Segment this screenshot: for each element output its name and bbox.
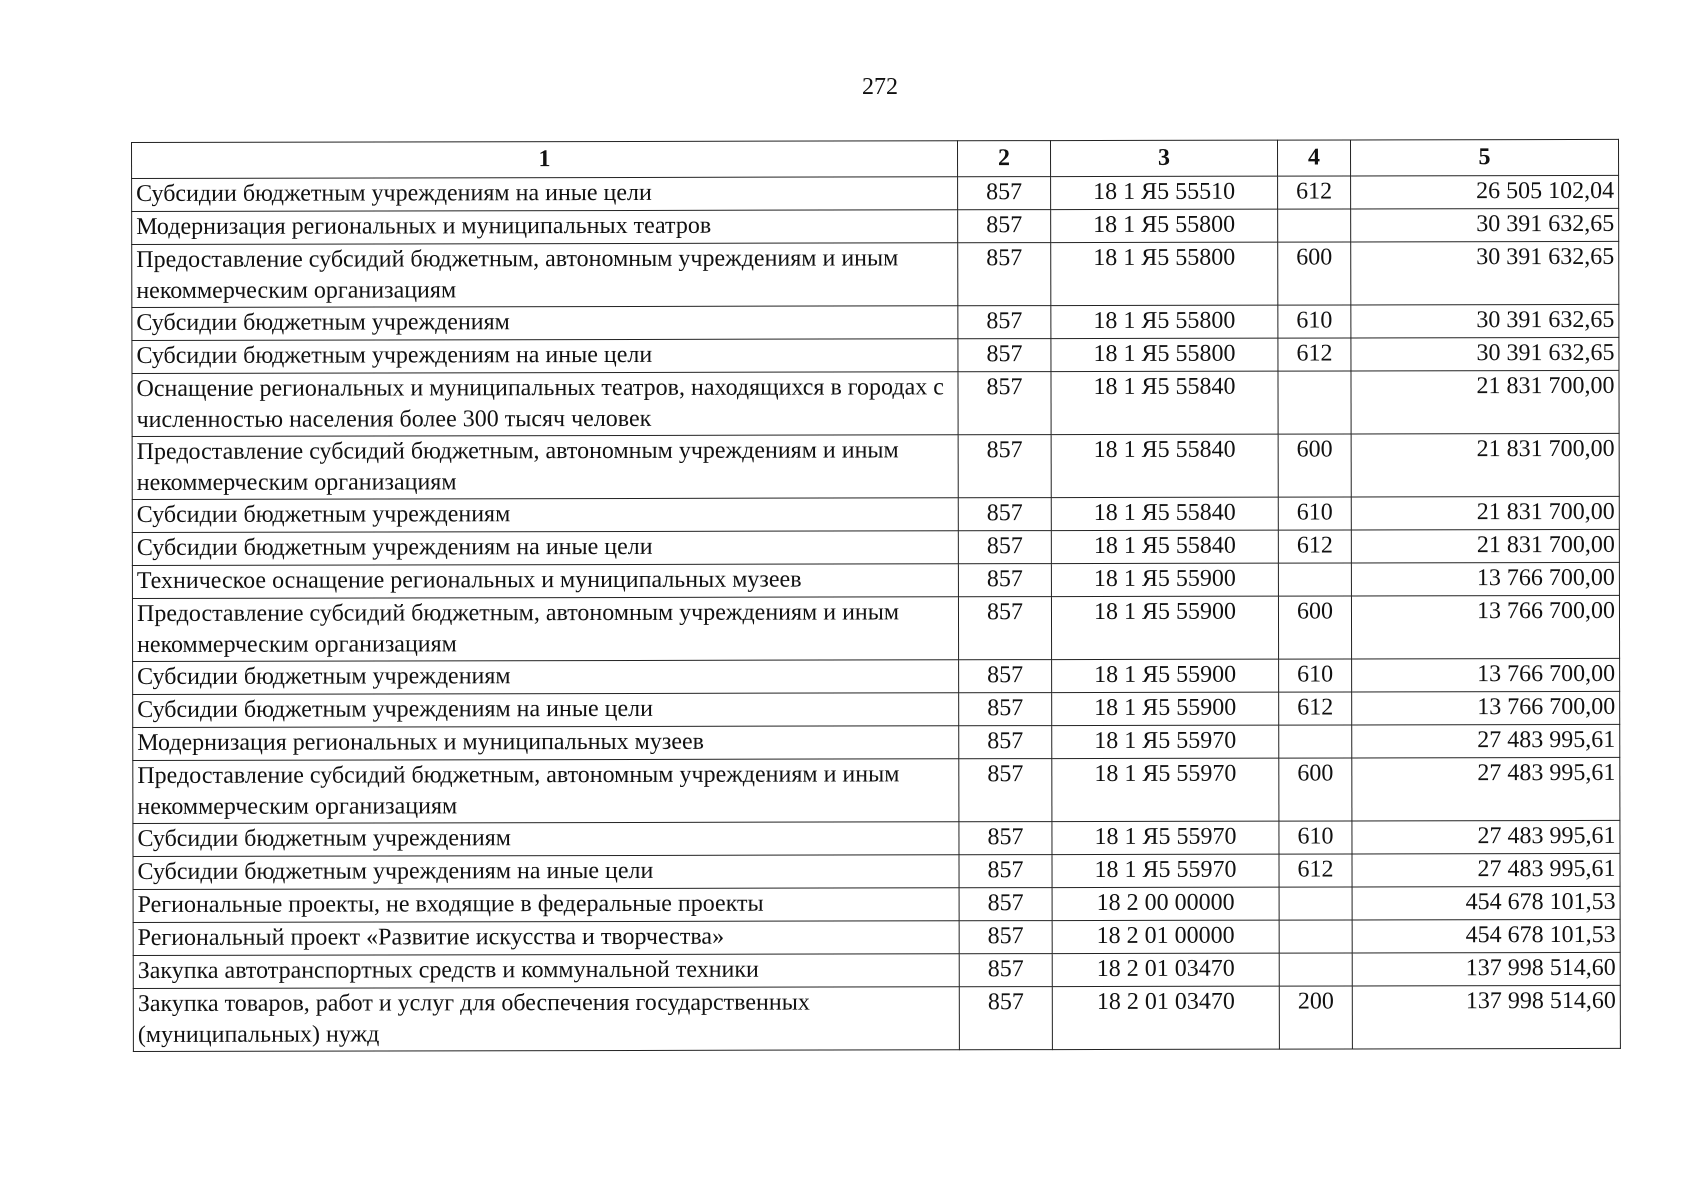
cell-amount: 27 483 995,61 bbox=[1352, 820, 1620, 854]
table-row bbox=[133, 691, 1620, 727]
cell-name: Субсидии бюджетным учреждениям bbox=[132, 498, 958, 533]
page-number: 272 bbox=[862, 74, 898, 100]
cell-target-code: 18 1 Я5 55970 bbox=[1052, 821, 1279, 854]
table-row bbox=[132, 208, 1619, 244]
table-row bbox=[133, 820, 1620, 856]
table-row bbox=[133, 853, 1620, 889]
cell-target-code: 18 1 Я5 55800 bbox=[1051, 209, 1278, 242]
cell-target-code: 18 1 Я5 55900 bbox=[1052, 659, 1279, 692]
cell-amount: 13 766 700,00 bbox=[1351, 562, 1619, 596]
header-col-3: 3 bbox=[1050, 140, 1277, 176]
cell-target-code: 18 1 Я5 55800 bbox=[1051, 242, 1278, 305]
cell-admin-code: 857 bbox=[959, 888, 1052, 921]
cell-amount: 454 678 101,53 bbox=[1352, 886, 1620, 920]
table-row bbox=[132, 241, 1619, 307]
cell-name: Субсидии бюджетным учреждениям bbox=[133, 822, 959, 857]
cell-expense-type: 612 bbox=[1278, 338, 1351, 371]
cell-amount: 13 766 700,00 bbox=[1352, 691, 1620, 725]
cell-name: Субсидии бюджетным учреждениям bbox=[133, 660, 959, 695]
cell-amount: 27 483 995,61 bbox=[1352, 757, 1620, 821]
cell-admin-code: 857 bbox=[958, 498, 1051, 531]
cell-name: Предоставление субсидий бюджетным, автономным учреждениям и иным некоммерческим организациям bbox=[133, 759, 959, 824]
cell-admin-code: 857 bbox=[958, 339, 1051, 372]
cell-expense-type: 612 bbox=[1278, 530, 1351, 563]
cell-name: Субсидии бюджетным учреждениям на иные цели bbox=[132, 177, 958, 212]
cell-name: Предоставление субсидий бюджетным, автономным учреждениям и иным некоммерческим организациям bbox=[132, 597, 958, 662]
cell-admin-code: 857 bbox=[958, 531, 1051, 564]
cell-name: Предоставление субсидий бюджетным, автономным учреждениям и иным некоммерческим организациям bbox=[132, 243, 958, 308]
cell-expense-type: 610 bbox=[1278, 497, 1351, 530]
cell-expense-type: 600 bbox=[1278, 242, 1351, 305]
cell-target-code: 18 2 01 00000 bbox=[1052, 920, 1279, 953]
cell-expense-type bbox=[1278, 563, 1351, 596]
table-row bbox=[133, 724, 1620, 760]
cell-amount: 137 998 514,60 bbox=[1352, 952, 1620, 986]
cell-name: Техническое оснащение региональных и муниципальных музеев bbox=[132, 564, 958, 599]
cell-admin-code: 857 bbox=[958, 243, 1051, 306]
cell-name: Предоставление субсидий бюджетным, автономным учреждениям и иным некоммерческим организациям bbox=[132, 435, 958, 500]
cell-name: Субсидии бюджетным учреждениям на иные цели bbox=[132, 531, 958, 566]
cell-target-code: 18 1 Я5 55800 bbox=[1051, 338, 1278, 371]
cell-expense-type bbox=[1279, 920, 1352, 953]
table-row bbox=[133, 985, 1620, 1051]
cell-expense-type bbox=[1279, 953, 1352, 986]
header-col-2: 2 bbox=[957, 141, 1050, 177]
cell-amount: 30 391 632,65 bbox=[1351, 337, 1619, 371]
cell-amount: 27 483 995,61 bbox=[1352, 853, 1620, 887]
cell-amount: 454 678 101,53 bbox=[1352, 919, 1620, 953]
cell-amount: 13 766 700,00 bbox=[1351, 595, 1619, 659]
cell-target-code: 18 1 Я5 55840 bbox=[1051, 497, 1278, 530]
cell-admin-code: 857 bbox=[959, 726, 1052, 759]
cell-name: Субсидии бюджетным учреждениям на иные цели bbox=[132, 339, 958, 374]
cell-target-code: 18 1 Я5 55970 bbox=[1052, 725, 1279, 758]
cell-admin-code: 857 bbox=[958, 210, 1051, 243]
cell-amount: 21 831 700,00 bbox=[1351, 370, 1619, 434]
cell-target-code: 18 1 Я5 55840 bbox=[1051, 434, 1278, 497]
cell-target-code: 18 2 01 03470 bbox=[1052, 953, 1279, 986]
cell-amount: 30 391 632,65 bbox=[1351, 241, 1619, 305]
cell-target-code: 18 2 00 00000 bbox=[1052, 887, 1279, 920]
cell-expense-type bbox=[1279, 725, 1352, 758]
cell-amount: 30 391 632,65 bbox=[1351, 304, 1619, 338]
cell-expense-type: 600 bbox=[1278, 434, 1351, 497]
cell-admin-code: 857 bbox=[959, 759, 1052, 822]
cell-admin-code: 857 bbox=[959, 987, 1052, 1050]
table-row bbox=[133, 919, 1620, 955]
table-row bbox=[133, 757, 1620, 823]
cell-admin-code: 857 bbox=[958, 177, 1051, 210]
cell-expense-type: 600 bbox=[1278, 596, 1351, 659]
cell-amount: 27 483 995,61 bbox=[1352, 724, 1620, 758]
cell-admin-code: 857 bbox=[958, 597, 1051, 660]
table-row bbox=[133, 952, 1620, 988]
cell-admin-code: 857 bbox=[958, 435, 1051, 498]
cell-target-code: 18 1 Я5 55900 bbox=[1052, 692, 1279, 725]
table-row bbox=[132, 175, 1619, 211]
budget-table bbox=[131, 139, 1621, 1052]
cell-target-code: 18 1 Я5 55970 bbox=[1052, 854, 1279, 887]
cell-admin-code: 857 bbox=[959, 660, 1052, 693]
cell-target-code: 18 1 Я5 55900 bbox=[1051, 596, 1278, 659]
table-row bbox=[132, 529, 1619, 565]
cell-amount: 13 766 700,00 bbox=[1352, 658, 1620, 692]
cell-target-code: 18 2 01 03470 bbox=[1052, 986, 1279, 1049]
cell-name: Оснащение региональных и муниципальных театров, находящихся в городах с численностью населения более 300 тысяч человек bbox=[132, 372, 958, 437]
cell-target-code: 18 1 Я5 55900 bbox=[1051, 563, 1278, 596]
cell-admin-code: 857 bbox=[959, 693, 1052, 726]
cell-expense-type bbox=[1279, 887, 1352, 920]
header-col-4: 4 bbox=[1277, 140, 1350, 176]
cell-amount: 137 998 514,60 bbox=[1352, 985, 1620, 1049]
table-row bbox=[132, 370, 1619, 436]
cell-expense-type: 612 bbox=[1279, 692, 1352, 725]
table-row bbox=[132, 304, 1619, 340]
cell-expense-type: 610 bbox=[1278, 305, 1351, 338]
cell-name: Модернизация региональных и муниципальных театров bbox=[132, 210, 958, 245]
cell-name: Закупка автотранспортных средств и коммунальной техники bbox=[133, 954, 959, 989]
header-row bbox=[132, 139, 1619, 178]
cell-expense-type: 612 bbox=[1279, 854, 1352, 887]
cell-name: Региональный проект «Развитие искусства и творчества» bbox=[133, 921, 959, 956]
cell-target-code: 18 1 Я5 55800 bbox=[1051, 305, 1278, 338]
cell-expense-type: 600 bbox=[1279, 758, 1352, 821]
cell-amount: 21 831 700,00 bbox=[1351, 529, 1619, 563]
cell-target-code: 18 1 Я5 55840 bbox=[1051, 371, 1278, 434]
cell-amount: 21 831 700,00 bbox=[1351, 496, 1619, 530]
header-col-1: 1 bbox=[132, 141, 958, 179]
cell-name: Субсидии бюджетным учреждениям на иные цели bbox=[133, 693, 959, 728]
table-row bbox=[132, 562, 1619, 598]
cell-name: Закупка товаров, работ и услуг для обеспечения государственных (муниципальных) нужд bbox=[133, 987, 959, 1052]
table-row bbox=[132, 433, 1619, 499]
cell-target-code: 18 1 Я5 55970 bbox=[1052, 758, 1279, 821]
cell-amount: 21 831 700,00 bbox=[1351, 433, 1619, 497]
cell-name: Региональные проекты, не входящие в федеральные проекты bbox=[133, 888, 959, 923]
cell-expense-type: 610 bbox=[1279, 821, 1352, 854]
table-row bbox=[132, 595, 1619, 661]
cell-admin-code: 857 bbox=[958, 306, 1051, 339]
table-row bbox=[132, 496, 1619, 532]
table-row bbox=[132, 337, 1619, 373]
cell-expense-type bbox=[1278, 371, 1351, 434]
cell-amount: 26 505 102,04 bbox=[1351, 175, 1619, 209]
cell-amount: 30 391 632,65 bbox=[1351, 208, 1619, 242]
table-row bbox=[133, 658, 1620, 694]
cell-admin-code: 857 bbox=[959, 855, 1052, 888]
cell-name: Модернизация региональных и муниципальных музеев bbox=[133, 726, 959, 761]
cell-admin-code: 857 bbox=[958, 564, 1051, 597]
cell-expense-type: 612 bbox=[1278, 176, 1351, 209]
header-col-5: 5 bbox=[1350, 139, 1618, 176]
cell-expense-type: 610 bbox=[1279, 659, 1352, 692]
cell-target-code: 18 1 Я5 55510 bbox=[1051, 176, 1278, 209]
cell-admin-code: 857 bbox=[959, 954, 1052, 987]
cell-admin-code: 857 bbox=[959, 822, 1052, 855]
cell-target-code: 18 1 Я5 55840 bbox=[1051, 530, 1278, 563]
cell-expense-type bbox=[1278, 209, 1351, 242]
cell-admin-code: 857 bbox=[959, 921, 1052, 954]
cell-admin-code: 857 bbox=[958, 372, 1051, 435]
table-body bbox=[132, 175, 1621, 1051]
table-row bbox=[133, 886, 1620, 922]
cell-name: Субсидии бюджетным учреждениям на иные цели bbox=[133, 855, 959, 890]
cell-expense-type: 200 bbox=[1279, 986, 1352, 1049]
cell-name: Субсидии бюджетным учреждениям bbox=[132, 306, 958, 341]
